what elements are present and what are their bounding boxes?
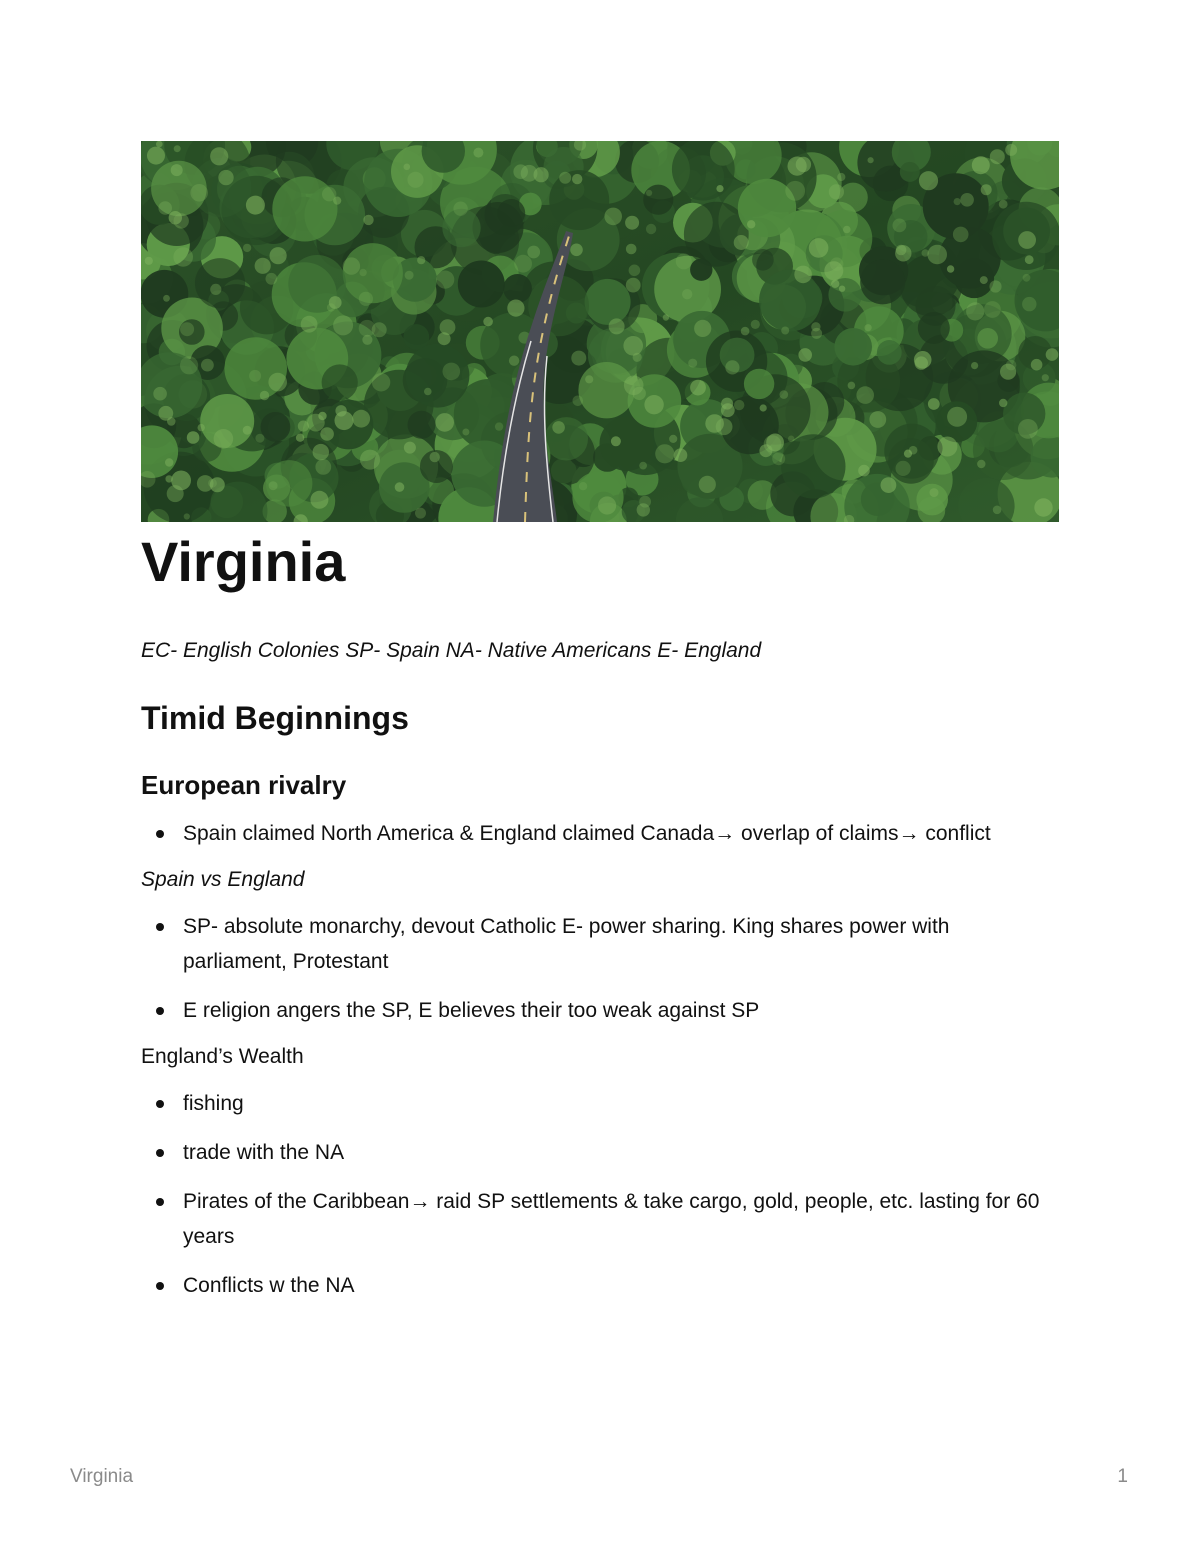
bullet-icon <box>156 830 164 838</box>
bullet-icon <box>156 923 164 931</box>
list-item-text: E religion angers the SP, E believes their too weak against SP <box>183 999 760 1022</box>
footer-doc-name: Virginia <box>70 1466 134 1487</box>
list-item <box>141 1184 1059 1254</box>
list-item <box>141 1135 1059 1170</box>
list-item <box>141 816 1059 851</box>
list-item-text: Pirates of the Caribbean→ raid SP settlements & take cargo, gold, people, etc. lasting for 60 years <box>183 1190 1040 1248</box>
englands-wealth-list <box>141 1086 1059 1303</box>
cover-image <box>141 141 1059 522</box>
page-title: Virginia <box>141 530 346 593</box>
spain-vs-england-list <box>141 909 1059 1028</box>
label-englands-wealth: England’s Wealth <box>141 1045 304 1068</box>
bullet-icon <box>156 1100 164 1108</box>
list-item <box>141 993 1059 1028</box>
bullet-icon <box>156 1198 164 1206</box>
list-item-text: Spain claimed North America & England claimed Canada→ overlap of claims→ conflict <box>183 822 991 845</box>
list-item <box>141 909 1059 979</box>
list-item-text: Conflicts w the NA <box>183 1274 355 1297</box>
abbreviation-legend: EC- English Colonies SP- Spain NA- Native Americans E- England <box>141 639 762 662</box>
forest-road-photo-icon <box>141 141 1059 522</box>
document-body <box>141 522 1059 1303</box>
bullet-icon <box>156 1149 164 1157</box>
bullet-icon <box>156 1007 164 1015</box>
bullet-icon <box>156 1282 164 1290</box>
footer-page-number: 1 <box>1117 1466 1128 1487</box>
subsection-heading-european-rivalry: European rivalry <box>141 770 347 800</box>
label-spain-vs-england: Spain vs England <box>141 868 305 891</box>
list-item-text: trade with the NA <box>183 1141 345 1164</box>
list-item <box>141 1086 1059 1121</box>
list-item-text: SP- absolute monarchy, devout Catholic E- power sharing. King shares power with parliament, Protestant <box>183 915 950 973</box>
list-item-text: fishing <box>183 1092 244 1115</box>
section-heading-timid-beginnings: Timid Beginnings <box>141 700 409 736</box>
list-item <box>141 1268 1059 1303</box>
european-rivalry-list <box>141 816 1059 851</box>
